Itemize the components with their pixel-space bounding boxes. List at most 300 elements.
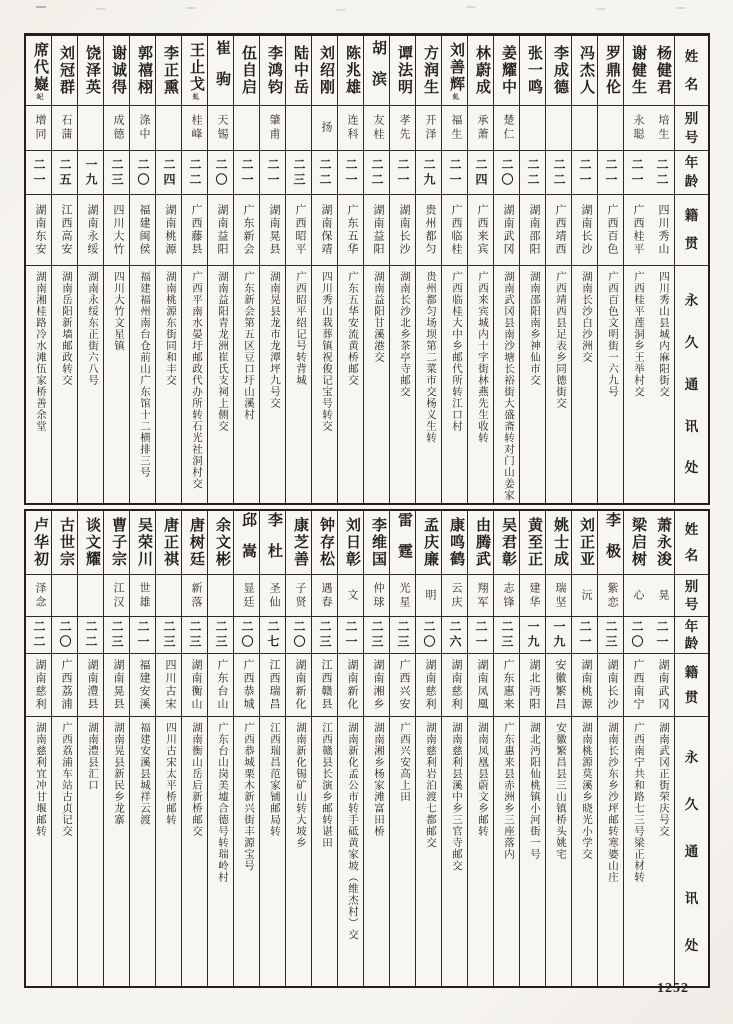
person-native-place: 广西藤县 — [182, 195, 207, 266]
person-column — [181, 36, 207, 503]
person-alias — [546, 106, 571, 151]
person-age: 二五 — [52, 151, 77, 195]
header-column — [675, 36, 708, 503]
person-address: 广西荔浦车站古贞记交 — [61, 722, 72, 837]
person-native-place: 湖南益阳 — [364, 195, 389, 266]
person-column — [259, 511, 285, 986]
person-column — [649, 36, 675, 503]
person-address: 湖南衡山岳后新桥邮交 — [191, 722, 202, 837]
person-name: 姜耀中 — [494, 36, 519, 106]
person-alias: 圣仙 — [260, 575, 285, 617]
person-native-place: 四川秀山 — [649, 195, 674, 266]
person-age: 二一 — [390, 151, 415, 195]
person-native-place: 湖南长沙 — [598, 654, 623, 717]
person-native-place: 广西临桂 — [442, 195, 467, 266]
person-age: 二一 — [234, 151, 259, 195]
person-alias: 涤中 — [130, 106, 155, 151]
person-address: 广西昭平绍记号转背城 — [295, 271, 306, 386]
person-name: 崔驹 — [208, 36, 233, 106]
person-age: 二〇 — [234, 617, 259, 654]
person-name: 古世宗 — [52, 511, 77, 575]
person-address: 湖南岳阳新墙邮政转交 — [61, 271, 72, 386]
person-age: 二三 — [390, 617, 415, 654]
person-age: 二六 — [442, 617, 467, 654]
person-alias: 云庆 — [442, 575, 467, 617]
person-age: 二三 — [598, 617, 623, 654]
person-address: 湖南长沙北乡茶亭寺邮交 — [399, 271, 410, 398]
person-age: 二一 — [468, 617, 493, 654]
column-header-name: 姓 名 — [675, 511, 708, 575]
person-name: 萧永浚 — [649, 511, 674, 575]
person-address: 湖南新化锡矿山转大坡乡 — [295, 722, 306, 849]
person-name: 刘日彰 — [338, 511, 363, 575]
person-column — [545, 36, 571, 503]
person-address: 湖南慈利宜冲甘堰邮转 — [35, 722, 46, 837]
person-address: 广东台山岗美墟合德号转瑞岭村 — [217, 722, 228, 883]
person-address: 湖北沔阳仙桃镇小河街一号 — [529, 722, 540, 860]
person-alias: 晃 — [649, 575, 674, 617]
person-alias: 福生 — [442, 106, 467, 151]
person-age: 二〇 — [624, 617, 649, 654]
person-name: 康鸣鹤 — [442, 511, 467, 575]
person-age: 一九 — [546, 617, 571, 654]
person-native-place: 福建闽侯 — [130, 195, 155, 266]
person-alias: 楚仁 — [494, 106, 519, 151]
person-name: 李鸿钧 — [260, 36, 285, 106]
person-age: 二〇 — [130, 151, 155, 195]
person-address: 广东五华安流黄桥邮交 — [347, 271, 358, 386]
person-name: 刘正亚 — [572, 511, 597, 575]
person-name: 陆中岳 — [286, 36, 311, 106]
person-native-place: 广东台山 — [208, 654, 233, 717]
person-native-place: 广西恭城 — [234, 654, 259, 717]
person-column — [493, 511, 519, 986]
person-address: 湖南晃县新民乡龙寨 — [113, 722, 124, 826]
person-native-place: 湖南新化 — [338, 654, 363, 717]
person-name: 李极 — [598, 511, 623, 575]
person-alias — [208, 575, 233, 617]
person-alias: 连科 — [338, 106, 363, 151]
person-address: 湖南益阳青龙洲崔氏支祠上侧交 — [217, 271, 228, 432]
person-native-place: 广西兴安 — [390, 654, 415, 717]
person-age: 二三 — [182, 617, 207, 654]
person-alias: 友桂 — [364, 106, 389, 151]
person-column — [26, 511, 51, 986]
person-alias: 永聪 — [624, 106, 649, 151]
person-address: 四川秀山县城内麻阳街交 — [658, 271, 669, 398]
person-age: 二一 — [442, 151, 467, 195]
person-column — [337, 511, 363, 986]
person-column — [233, 511, 259, 986]
person-name: 席代嶷屺 — [26, 36, 51, 106]
person-native-place: 贵州都匀 — [416, 195, 441, 266]
person-native-place: 湖南长沙 — [390, 195, 415, 266]
person-name: 姚士成 — [546, 511, 571, 575]
person-age: 二二 — [312, 151, 337, 195]
person-age: 二二 — [78, 617, 103, 654]
person-alias — [598, 106, 623, 151]
person-native-place: 湖南凤凰 — [468, 654, 493, 717]
person-native-place: 湖南东安 — [26, 195, 51, 266]
column-header-alias: 别 号 — [675, 575, 708, 617]
person-alias: 紫恋 — [598, 575, 623, 617]
person-alias: 石蒲 — [52, 106, 77, 151]
person-name: 邱嵩 — [234, 511, 259, 575]
person-age: 二一 — [649, 617, 674, 654]
person-alias: 翔军 — [468, 575, 493, 617]
person-native-place: 广西昭平 — [286, 195, 311, 266]
person-address: 湖南凤凰县蔚文乡邮转 — [477, 722, 488, 837]
person-native-place: 湖南慈利 — [26, 654, 51, 717]
person-name: 冯杰人 — [572, 36, 597, 106]
person-native-place: 湖南武冈 — [494, 195, 519, 266]
person-native-place: 广西桂平 — [624, 195, 649, 266]
person-column — [285, 36, 311, 503]
person-address: 四川大竹文星镇 — [113, 271, 124, 352]
directory-table-top — [24, 33, 710, 505]
person-age: 二一 — [572, 151, 597, 195]
person-name: 刘冠群 — [52, 36, 77, 106]
person-native-place: 湖南慈利 — [442, 654, 467, 717]
person-age: 二二 — [364, 151, 389, 195]
person-alias: 增同 — [26, 106, 51, 151]
person-name: 郭禧栩 — [130, 36, 155, 106]
person-column — [259, 36, 285, 503]
person-alias: 心 — [624, 575, 649, 617]
person-column — [389, 511, 415, 986]
person-name: 雷霆 — [390, 511, 415, 575]
person-age: 二〇 — [208, 151, 233, 195]
person-name: 李成德 — [546, 36, 571, 106]
person-age: 二〇 — [52, 617, 77, 654]
person-address: 湖南慈利县溪中乡三官寺邮交 — [451, 722, 462, 872]
person-alias: 遇春 — [312, 575, 337, 617]
person-address: 湖南澧县汇口 — [87, 722, 98, 791]
person-column — [233, 36, 259, 503]
person-name: 谢健生 — [624, 36, 649, 106]
person-name: 钟存松 — [312, 511, 337, 575]
person-native-place: 湖南桃源 — [572, 654, 597, 717]
person-alias: 天锡 — [208, 106, 233, 151]
person-age: 二〇 — [286, 617, 311, 654]
person-native-place: 湖南益阳 — [208, 195, 233, 266]
person-column — [311, 511, 337, 986]
name-annotation: 虬 — [452, 92, 460, 100]
person-column — [467, 36, 493, 503]
person-name: 吴君彰 — [494, 511, 519, 575]
person-alias — [78, 575, 103, 617]
person-age: 二〇 — [494, 151, 519, 195]
person-age: 二一 — [26, 151, 51, 195]
person-name: 孟庆廉 — [416, 511, 441, 575]
person-alias — [156, 575, 181, 617]
person-alias: 肇甫 — [260, 106, 285, 151]
person-native-place: 湖南长沙 — [572, 195, 597, 266]
person-column — [129, 511, 155, 986]
person-address: 湖南湘乡杨家滩富田桥 — [373, 722, 384, 837]
person-native-place: 湖北沔阳 — [520, 654, 545, 717]
person-column — [337, 36, 363, 503]
directory-table-bottom — [24, 509, 710, 988]
person-name: 陈兆雄 — [338, 36, 363, 106]
person-age: 二二 — [520, 151, 545, 195]
person-alias: 桂峰 — [182, 106, 207, 151]
person-column — [155, 36, 181, 503]
person-age: 二三 — [312, 617, 337, 654]
person-address: 贵州都匀场坝第二菜市交杨义生转 — [425, 271, 436, 444]
person-address: 四川古宋太平桥邮转 — [165, 722, 176, 826]
person-age: 二〇 — [416, 617, 441, 654]
person-address: 福建福州南台仓前山广东馆十二横排三号 — [139, 271, 150, 478]
person-age: 二一 — [572, 617, 597, 654]
person-name: 王止戈虬 — [182, 36, 207, 106]
person-column — [207, 36, 233, 503]
person-name: 唐正祺 — [156, 511, 181, 575]
scan-artifact — [36, 6, 46, 8]
person-address: 湖南益阳甘溪港交 — [373, 271, 384, 363]
person-column — [26, 36, 51, 503]
name-annotation: 虬 — [192, 92, 200, 100]
person-age: 二三 — [104, 617, 129, 654]
person-address: 湖南长沙白沙洲交 — [581, 271, 592, 363]
person-native-place: 广东惠来 — [494, 654, 519, 717]
person-address: 广西百色文明街一六九号 — [607, 271, 618, 398]
column-header-native: 籍 贯 — [675, 195, 708, 266]
person-address: 广东新会第五区豆口圩山溪村 — [243, 271, 254, 421]
person-name: 谢诚得 — [104, 36, 129, 106]
person-alias: 建华 — [520, 575, 545, 617]
person-native-place: 江西高安 — [52, 195, 77, 266]
person-alias — [156, 106, 181, 151]
person-address: 广东惠来县赤洲乡三座落内 — [503, 722, 514, 860]
column-header-addr: 永 久 通 讯 处 — [684, 293, 699, 476]
person-age: 二二 — [649, 151, 674, 195]
person-column — [51, 36, 77, 503]
person-name: 胡滨 — [364, 36, 389, 106]
person-alias: 世雄 — [130, 575, 155, 617]
person-native-place: 福建安溪 — [130, 654, 155, 717]
person-name: 刘善辉虬 — [442, 36, 467, 106]
person-name: 李杜 — [260, 511, 285, 575]
person-native-place: 广西百色 — [598, 195, 623, 266]
person-address: 湖南桃源莫溪乡晓光小学交 — [581, 722, 592, 860]
person-address: 广西兴安高上田 — [399, 722, 410, 803]
person-alias: 明 — [416, 575, 441, 617]
person-column — [519, 511, 545, 986]
person-age: 二九 — [416, 151, 441, 195]
person-native-place: 湖南永绥 — [78, 195, 103, 266]
person-native-place: 湖南慈利 — [416, 654, 441, 717]
person-name: 李正熏 — [156, 36, 181, 106]
person-alias — [52, 575, 77, 617]
person-address: 湖南武冈正街荣庆号交 — [658, 722, 669, 837]
person-alias: 泽念 — [26, 575, 51, 617]
person-native-place: 湖南邵阳 — [520, 195, 545, 266]
person-native-place: 湖南晃县 — [260, 195, 285, 266]
person-age: 二一 — [338, 617, 363, 654]
person-alias — [234, 106, 259, 151]
person-native-place: 湖南保靖 — [312, 195, 337, 266]
person-age: 二四 — [468, 151, 493, 195]
person-name: 谭法明 — [390, 36, 415, 106]
person-age: 二二 — [182, 151, 207, 195]
person-column — [285, 511, 311, 986]
person-column — [363, 36, 389, 503]
person-column — [467, 511, 493, 986]
person-name: 饶泽英 — [78, 36, 103, 106]
person-name: 由腾武 — [468, 511, 493, 575]
person-column — [207, 511, 233, 986]
person-name: 张一鸣 — [520, 36, 545, 106]
person-native-place: 安徽繁昌 — [546, 654, 571, 717]
person-address: 广西临桂大中乡邮代所转江口村 — [451, 271, 462, 432]
person-age: 二一 — [260, 151, 285, 195]
person-column — [597, 511, 623, 986]
person-name: 余文彬 — [208, 511, 233, 575]
column-header-age: 年 龄 — [675, 151, 708, 195]
person-name: 谈文耀 — [78, 511, 103, 575]
header-column — [675, 511, 708, 986]
person-address: 广西来宾城内十字街林燕先生收转 — [477, 271, 488, 444]
person-alias: 仲球 — [364, 575, 389, 617]
person-alias — [572, 106, 597, 151]
person-column — [441, 36, 467, 503]
person-alias — [78, 106, 103, 151]
person-alias: 子贤 — [286, 575, 311, 617]
person-address: 湖南永绥东正街六八号 — [87, 271, 98, 386]
person-column — [51, 511, 77, 986]
person-alias: 文 — [338, 575, 363, 617]
person-address: 湖南桃源东街同和丰交 — [165, 271, 176, 386]
person-column — [519, 36, 545, 503]
person-name: 刘绍刚 — [312, 36, 337, 106]
person-native-place: 湖南新化 — [286, 654, 311, 717]
person-age: 二三 — [286, 151, 311, 195]
person-native-place: 广西荔浦 — [52, 654, 77, 717]
person-column — [571, 511, 597, 986]
person-alias — [286, 106, 311, 151]
person-address: 四川秀山栽葬镇祝俊记宝号转交 — [321, 271, 332, 432]
person-name: 曹子宗 — [104, 511, 129, 575]
person-native-place: 江西赣县 — [312, 654, 337, 717]
person-age: 二一 — [598, 151, 623, 195]
person-address: 广西靖西县足表乡同德街交 — [555, 271, 566, 409]
person-age: 二三 — [494, 617, 519, 654]
person-native-place: 湖南武冈 — [649, 654, 674, 717]
person-native-place: 湖南衡山 — [182, 654, 207, 717]
person-address: 福建安溪县城祥云渡 — [139, 722, 150, 826]
person-column — [129, 36, 155, 503]
person-age: 二二 — [26, 617, 51, 654]
person-column — [103, 36, 129, 503]
person-name: 林蔚成 — [468, 36, 493, 106]
person-native-place: 广西来宾 — [468, 195, 493, 266]
column-header-name: 姓 名 — [675, 36, 708, 106]
person-address: 湖南武冈县南沙塘长裕街大盛斋转对门山姜家 — [503, 271, 514, 501]
person-alias: 江汉 — [104, 575, 129, 617]
column-header-native: 籍 贯 — [675, 654, 708, 717]
person-alias: 开泽 — [416, 106, 441, 151]
person-column — [649, 511, 675, 986]
person-address: 湖南邵阳南乡神仙市交 — [529, 271, 540, 386]
person-column — [389, 36, 415, 503]
person-native-place: 四川古宋 — [156, 654, 181, 717]
person-name: 卢华初 — [26, 511, 51, 575]
person-column — [415, 36, 441, 503]
person-alias: 孝先 — [390, 106, 415, 151]
person-alias: 沅 — [572, 575, 597, 617]
person-column — [363, 511, 389, 986]
person-age: 二三 — [364, 617, 389, 654]
person-name: 方润生 — [416, 36, 441, 106]
person-column — [77, 511, 103, 986]
person-alias: 新落 — [182, 575, 207, 617]
person-name: 康芝善 — [286, 511, 311, 575]
person-column — [415, 511, 441, 986]
person-column — [571, 36, 597, 503]
person-address: 湖南新化孟公市转手砥黄家坡（维杰村）交 — [347, 722, 358, 941]
person-native-place: 湖南桃源 — [156, 195, 181, 266]
person-native-place: 广西南宁 — [624, 654, 649, 717]
person-address: 湖南晃县龙市龙潭坪九号交 — [269, 271, 280, 409]
person-alias: 扬 — [312, 106, 337, 151]
person-column — [441, 511, 467, 986]
person-name: 李维国 — [364, 511, 389, 575]
person-address: 广西南宁共和路七三号梁正材转 — [633, 722, 644, 883]
person-name: 杨健君 — [649, 36, 674, 106]
person-age: 二二 — [546, 151, 571, 195]
person-address: 湖南长沙东乡沙坪邮转寒婆山庄 — [607, 722, 618, 883]
person-native-place: 广东五华 — [338, 195, 363, 266]
person-alias: 光星 — [390, 575, 415, 617]
person-alias: 培生 — [649, 106, 674, 151]
column-header-age: 年 龄 — [675, 617, 708, 654]
page-number: 1252 — [657, 981, 689, 996]
person-age: 二七 — [260, 617, 285, 654]
person-alias — [520, 106, 545, 151]
person-native-place: 湖南晃县 — [104, 654, 129, 717]
column-header-alias: 别 号 — [675, 106, 708, 151]
person-age: 二四 — [156, 151, 181, 195]
person-age: 二三 — [104, 151, 129, 195]
person-alias: 瑞坚 — [546, 575, 571, 617]
person-address: 江西赣县长演乡邮转谌田 — [321, 722, 332, 849]
person-age: 二一 — [130, 617, 155, 654]
person-age: 二一 — [624, 151, 649, 195]
person-column — [545, 511, 571, 986]
person-column — [103, 511, 129, 986]
person-name: 梁启树 — [624, 511, 649, 575]
person-native-place: 四川大竹 — [104, 195, 129, 266]
person-name: 罗鼎伦 — [598, 36, 623, 106]
person-name: 唐树廷 — [182, 511, 207, 575]
person-column — [623, 511, 649, 986]
column-header-addr: 永 久 通 讯 处 — [684, 749, 699, 953]
person-age: 一九 — [78, 151, 103, 195]
person-address: 湖南慈利岩泊渡七都邮交 — [425, 722, 436, 849]
person-native-place: 广东新会 — [234, 195, 259, 266]
person-column — [311, 36, 337, 503]
person-address: 安徽繁昌县三山镇桥头姚宅 — [555, 722, 566, 860]
person-address: 广西恭城栗木新兴街丰源宝号 — [243, 722, 254, 872]
person-column — [77, 36, 103, 503]
person-native-place: 广西靖西 — [546, 195, 571, 266]
person-alias: 承萧 — [468, 106, 493, 151]
person-alias: 显廷 — [234, 575, 259, 617]
person-native-place: 江西瑞昌 — [260, 654, 285, 717]
person-column — [155, 511, 181, 986]
person-name: 黄至正 — [520, 511, 545, 575]
